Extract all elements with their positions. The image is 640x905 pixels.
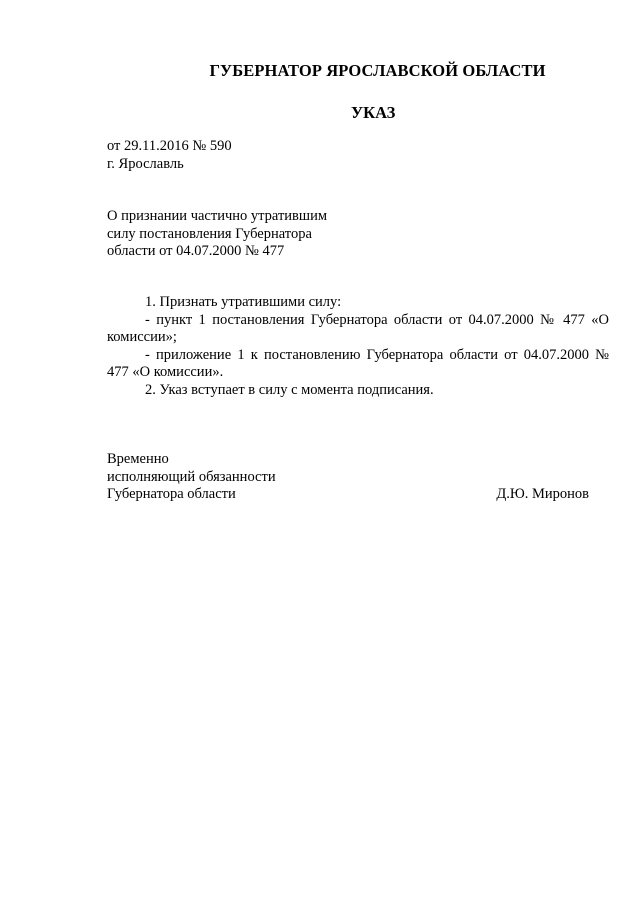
date-number: от 29.11.2016 № 590 [107, 138, 232, 154]
subject-line-2: силу постановления Губернатора [107, 225, 312, 242]
authority-heading: ГУБЕРНАТОР ЯРОСЛАВСКОЙ ОБЛАСТИ [209, 61, 546, 80]
body-item-1a: - пункт 1 постановления Губернатора области от 04.07.2000 № 477 «О комиссии»; [107, 311, 609, 346]
document-body [107, 294, 609, 400]
body-item-1b: - приложение 1 к постановлению Губернатора области от 04.07.2000 № 477 «О комиссии». [107, 346, 609, 381]
signature-line-1: Временно [107, 451, 169, 467]
document-subject [107, 208, 327, 261]
signature-line-2: исполняющий обязанности [107, 468, 276, 485]
city: г. Ярославль [107, 155, 184, 172]
subject-line-1: О признании частично утратившим [107, 208, 327, 224]
body-item-1: 1. Признать утратившими силу: [145, 294, 342, 310]
subject-line-3: области от 04.07.2000 № 477 [107, 243, 285, 259]
document-type-heading: УКАЗ [351, 103, 396, 122]
signature-row [107, 486, 589, 504]
signatory-name: Д.Ю. Миронов [496, 486, 589, 503]
document-meta [107, 138, 232, 173]
signature-block [107, 451, 589, 504]
signature-line-3: Губернатора области [107, 486, 236, 503]
body-item-2: 2. Указ вступает в силу с момента подписания. [145, 381, 434, 398]
